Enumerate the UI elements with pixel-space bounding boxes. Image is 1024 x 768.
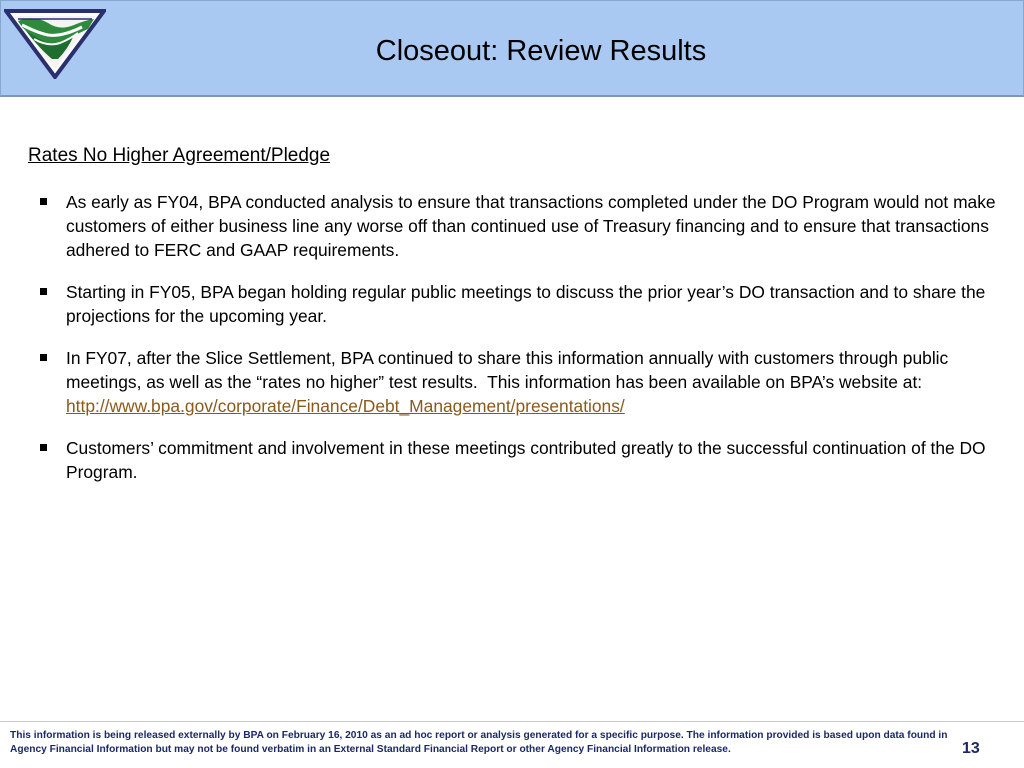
bpa-logo-icon — [4, 9, 106, 79]
page-number: 13 — [962, 740, 980, 757]
bullet-item-2 — [40, 280, 1000, 328]
section-subtitle: Rates No Higher Agreement/Pledge — [28, 145, 331, 166]
footer-disclaimer: This information is being released externally by BPA on February 16, 2010 as an ad hoc report or analysis generated for a specific purpose. The information provided is based upon data found in Agency Financial Information but may not be found verbatim in an External Standard Financial Report or other Agency Financial Information release. — [10, 730, 948, 755]
bullet-text: Starting in FY05, BPA began holding regular public meetings to discuss the prior year’s DO transaction and to share the projections for the upcoming year. — [66, 282, 986, 326]
square-bullet-icon — [40, 354, 47, 361]
square-bullet-icon — [40, 288, 47, 295]
bullet-text: As early as FY04, BPA conducted analysis to ensure that transactions completed under the DO Program would not make customers of either business line any worse off than continued use of Treasury financing and to ensure that transactions adhered to FERC and GAAP requirements. — [66, 192, 996, 260]
bullet-item-1 — [40, 190, 1000, 262]
header-band — [0, 0, 1024, 97]
square-bullet-icon — [40, 444, 47, 451]
square-bullet-icon — [40, 198, 47, 205]
presentations-link[interactable]: http://www.bpa.gov/corporate/Finance/Debt_Management/presentations/ — [66, 396, 625, 416]
bullet-item-4 — [40, 436, 1000, 484]
footer-divider — [0, 721, 1024, 722]
bullet-item-3 — [40, 346, 1000, 418]
bullet-text: Customers’ commitment and involvement in these meetings contributed greatly to the successful continuation of the DO Program. — [66, 438, 986, 482]
slide-title: Closeout: Review Results — [375, 35, 707, 67]
bullet-text: In FY07, after the Slice Settlement, BPA continued to share this information annually with customers through public meetings, as well as the “rates no higher” test results. This information has been available on BPA’s website at: — [66, 348, 954, 392]
bullet-list — [40, 190, 1000, 502]
